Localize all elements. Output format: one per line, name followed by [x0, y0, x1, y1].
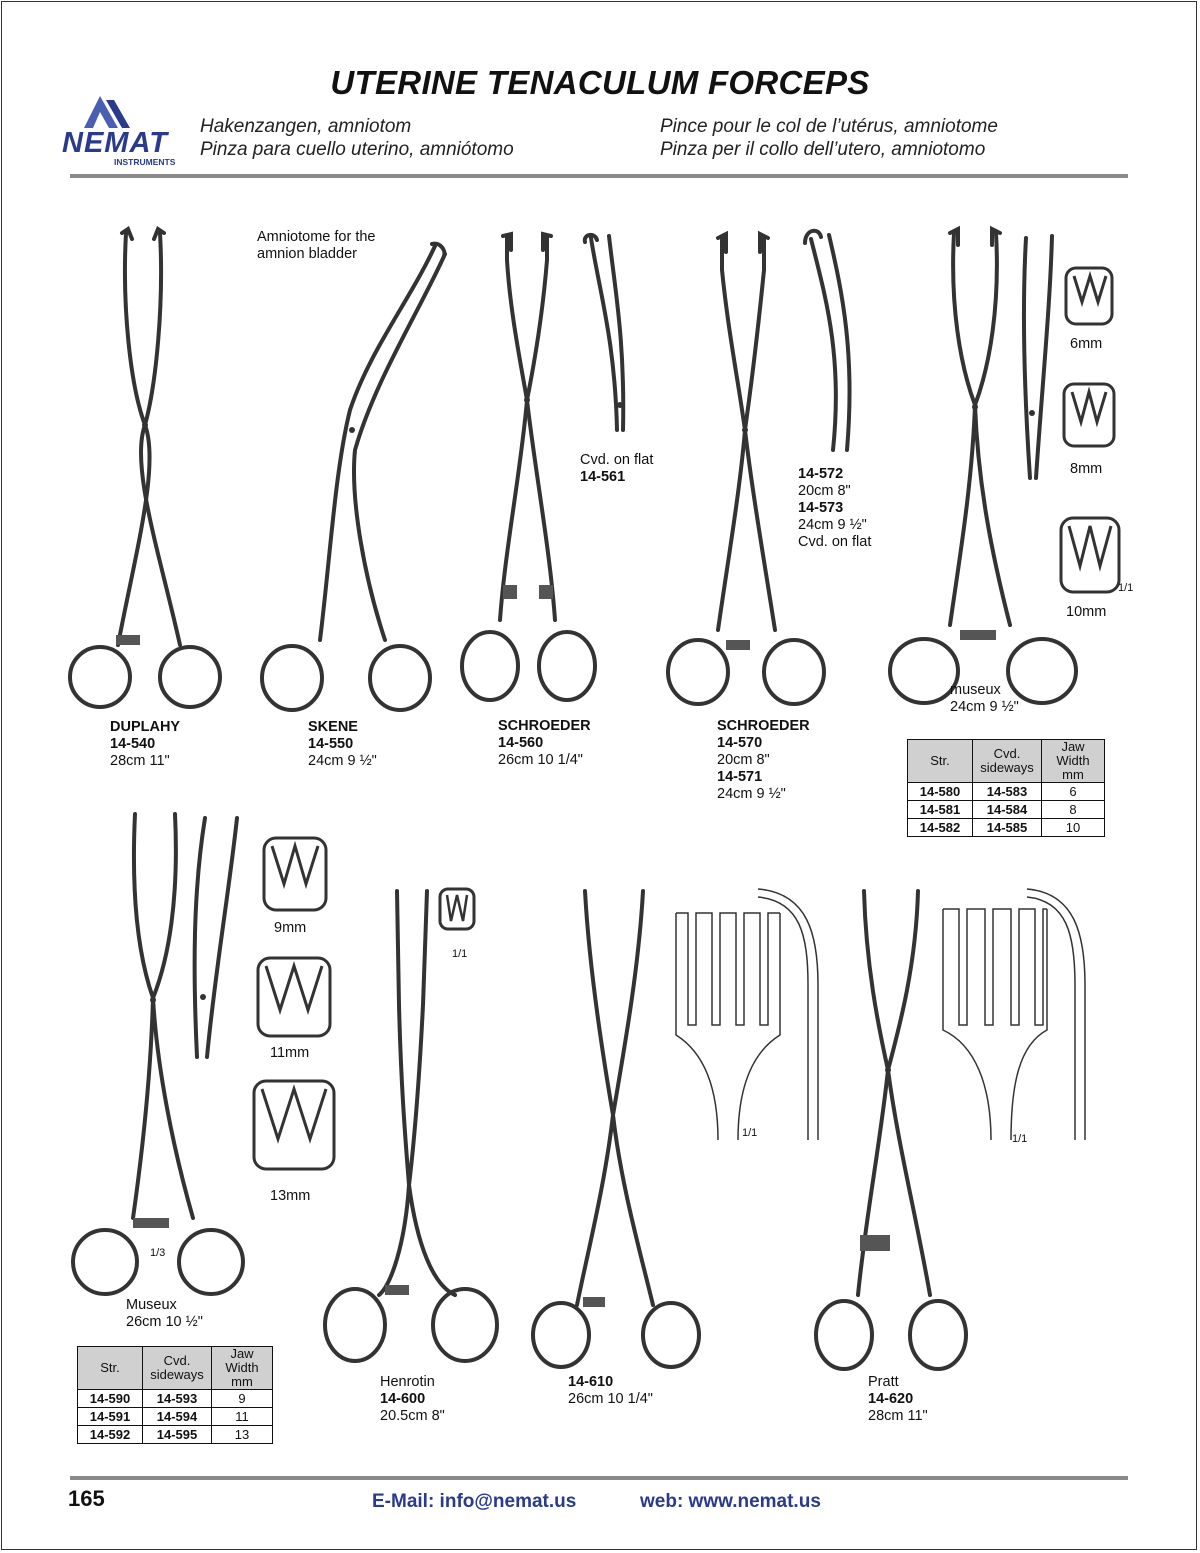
skene-name: SKENE	[308, 719, 358, 735]
pratt-code: 14-620	[868, 1391, 914, 1407]
museux-26-size: 26cm 10 ½"	[126, 1314, 203, 1330]
schroeder-561-code: 14-561	[580, 469, 626, 485]
website-link[interactable]: web: www.nemat.us	[640, 1491, 821, 1512]
schroeder-560-code: 14-560	[498, 735, 544, 751]
museux-24-curved-tip-image	[1012, 228, 1062, 483]
duplahy-forceps-image	[60, 225, 230, 715]
jaw-10mm-label: 10mm	[1066, 604, 1107, 620]
table-cell: 14-592	[78, 1426, 143, 1444]
table-row	[78, 1408, 273, 1426]
museux-24-name: museux	[950, 682, 1001, 698]
subtitle-de: Hakenzangen, amniotom	[200, 116, 412, 137]
schroeder-572-note: Cvd. on flat	[798, 534, 872, 550]
museux-24-table	[907, 739, 1105, 837]
table-cell: 14-593	[143, 1390, 212, 1408]
duplahy-name: DUPLAHY	[110, 719, 181, 735]
forceps-610-scale: 1/1	[742, 1127, 758, 1139]
table-header-cvd: Cvd. sideways	[973, 740, 1042, 783]
jaw-6mm-label: 6mm	[1070, 336, 1103, 352]
page-number: 165	[68, 1486, 105, 1511]
skene-forceps-image	[250, 240, 450, 715]
schroeder-570-label	[717, 718, 810, 803]
forceps-610-label	[568, 1374, 653, 1408]
schroeder-561-curved-tip-image	[575, 230, 645, 445]
table-header-row	[908, 740, 1105, 783]
table-cell: 14-583	[973, 783, 1042, 801]
skene-note-line1: Amniotome for the	[257, 229, 376, 245]
henrotin-scale: 1/1	[452, 948, 468, 960]
museux-24-size: 24cm 9 ½"	[950, 699, 1019, 715]
museux-26-label	[126, 1297, 203, 1331]
museux-26-scale: 1/3	[150, 1247, 166, 1259]
museux-26-name: Museux	[126, 1297, 177, 1313]
henrotin-name: Henrotin	[380, 1374, 435, 1390]
table-cell: 9	[212, 1390, 273, 1408]
forceps-610-code: 14-610	[568, 1374, 614, 1390]
schroeder-561-label	[580, 452, 653, 486]
table-cell: 14-591	[78, 1408, 143, 1426]
henrotin-size: 20.5cm 8"	[380, 1408, 445, 1424]
museux-24-scale: 1/1	[1118, 582, 1134, 594]
table-row	[78, 1390, 273, 1408]
table-cell: 14-590	[78, 1390, 143, 1408]
skene-size: 24cm 9 ½"	[308, 753, 377, 769]
jaw-13mm-label: 13mm	[270, 1188, 311, 1204]
schroeder-572-label	[798, 466, 871, 551]
pratt-tip-detail-image	[935, 885, 1095, 1145]
skene-label	[308, 719, 377, 770]
table-header-jaw: Jaw Width mm	[1042, 740, 1105, 783]
schroeder-570-size: 20cm 8"	[717, 752, 770, 768]
table-header-jaw: Jaw Width mm	[212, 1347, 273, 1390]
pratt-size: 28cm 11"	[868, 1408, 928, 1424]
henrotin-code: 14-600	[380, 1391, 426, 1407]
table-header-cvd: Cvd. sideways	[143, 1347, 212, 1390]
henrotin-label	[380, 1374, 445, 1425]
table-row	[908, 801, 1105, 819]
schroeder-561-note: Cvd. on flat	[580, 452, 654, 468]
jaw-8mm-label: 8mm	[1070, 461, 1103, 477]
jaw-8mm-image	[1058, 378, 1122, 454]
duplahy-label	[110, 719, 180, 770]
henrotin-jaw-image	[436, 885, 481, 935]
footer-rule	[70, 1476, 1128, 1480]
schroeder-572-size: 20cm 8"	[798, 483, 851, 499]
table-cell: 14-595	[143, 1426, 212, 1444]
pratt-label	[868, 1374, 928, 1425]
table-cell: 8	[1042, 801, 1105, 819]
henrotin-forceps-image	[315, 885, 515, 1375]
subtitle-fr: Pince pour le col de l’utérus, amniotome	[660, 116, 998, 137]
forceps-610-tip-detail-image	[668, 885, 828, 1145]
table-cell: 14-581	[908, 801, 973, 819]
schroeder-560-name: SCHROEDER	[498, 718, 591, 734]
subtitle-it: Pinza per il collo dell’utero, amniotomo	[660, 139, 986, 160]
schroeder-560-label	[498, 718, 591, 769]
pratt-name: Pratt	[868, 1374, 899, 1390]
duplahy-code: 14-540	[110, 736, 156, 752]
schroeder-570-name: SCHROEDER	[717, 718, 810, 734]
forceps-610-size: 26cm 10 1/4"	[568, 1391, 653, 1407]
table-cell: 6	[1042, 783, 1105, 801]
table-cell: 14-584	[973, 801, 1042, 819]
table-cell: 14-580	[908, 783, 973, 801]
email-link[interactable]: E-Mail: info@nemat.us	[372, 1491, 577, 1512]
logo-text: NEMAT	[62, 127, 168, 159]
jaw-10mm-image	[1055, 512, 1125, 602]
schroeder-560-size: 26cm 10 1/4"	[498, 752, 583, 768]
brand-logo	[62, 94, 187, 166]
subtitle-es: Pinza para cuello uterino, amniótomo	[200, 139, 514, 160]
table-row	[908, 819, 1105, 837]
table-row	[908, 783, 1105, 801]
table-cell: 14-582	[908, 819, 973, 837]
page-title: UTERINE TENACULUM FORCEPS	[330, 64, 870, 101]
museux-24-label	[950, 682, 1019, 716]
skene-note	[257, 229, 375, 263]
schroeder-571-code: 14-571	[717, 769, 763, 785]
table-header-row	[78, 1347, 273, 1390]
schroeder-571-size: 24cm 9 ½"	[717, 786, 786, 802]
schroeder-573-size: 24cm 9 ½"	[798, 517, 867, 533]
jaw-9mm-label: 9mm	[274, 920, 307, 936]
schroeder-570-code: 14-570	[717, 735, 763, 751]
header-rule	[70, 174, 1128, 178]
skene-note-line2: amnion bladder	[257, 246, 357, 262]
jaw-11mm-label: 11mm	[270, 1045, 310, 1061]
museux-26-table	[77, 1346, 273, 1444]
table-header-str: Str.	[908, 740, 973, 783]
table-cell: 11	[212, 1408, 273, 1426]
skene-code: 14-550	[308, 736, 354, 752]
duplahy-size: 28cm 11"	[110, 753, 170, 769]
schroeder-572-code: 14-572	[798, 466, 844, 482]
pratt-scale: 1/1	[1012, 1133, 1028, 1145]
schroeder-572-curved-tip-image	[795, 225, 875, 460]
table-cell: 14-594	[143, 1408, 212, 1426]
table-row	[78, 1426, 273, 1444]
schroeder-573-code: 14-573	[798, 500, 844, 516]
jaw-6mm-image	[1060, 262, 1120, 330]
logo-subtext: INSTRUMENTS	[114, 157, 176, 167]
table-cell: 13	[212, 1426, 273, 1444]
table-cell: 14-585	[973, 819, 1042, 837]
table-cell: 10	[1042, 819, 1105, 837]
table-header-str: Str.	[78, 1347, 143, 1390]
